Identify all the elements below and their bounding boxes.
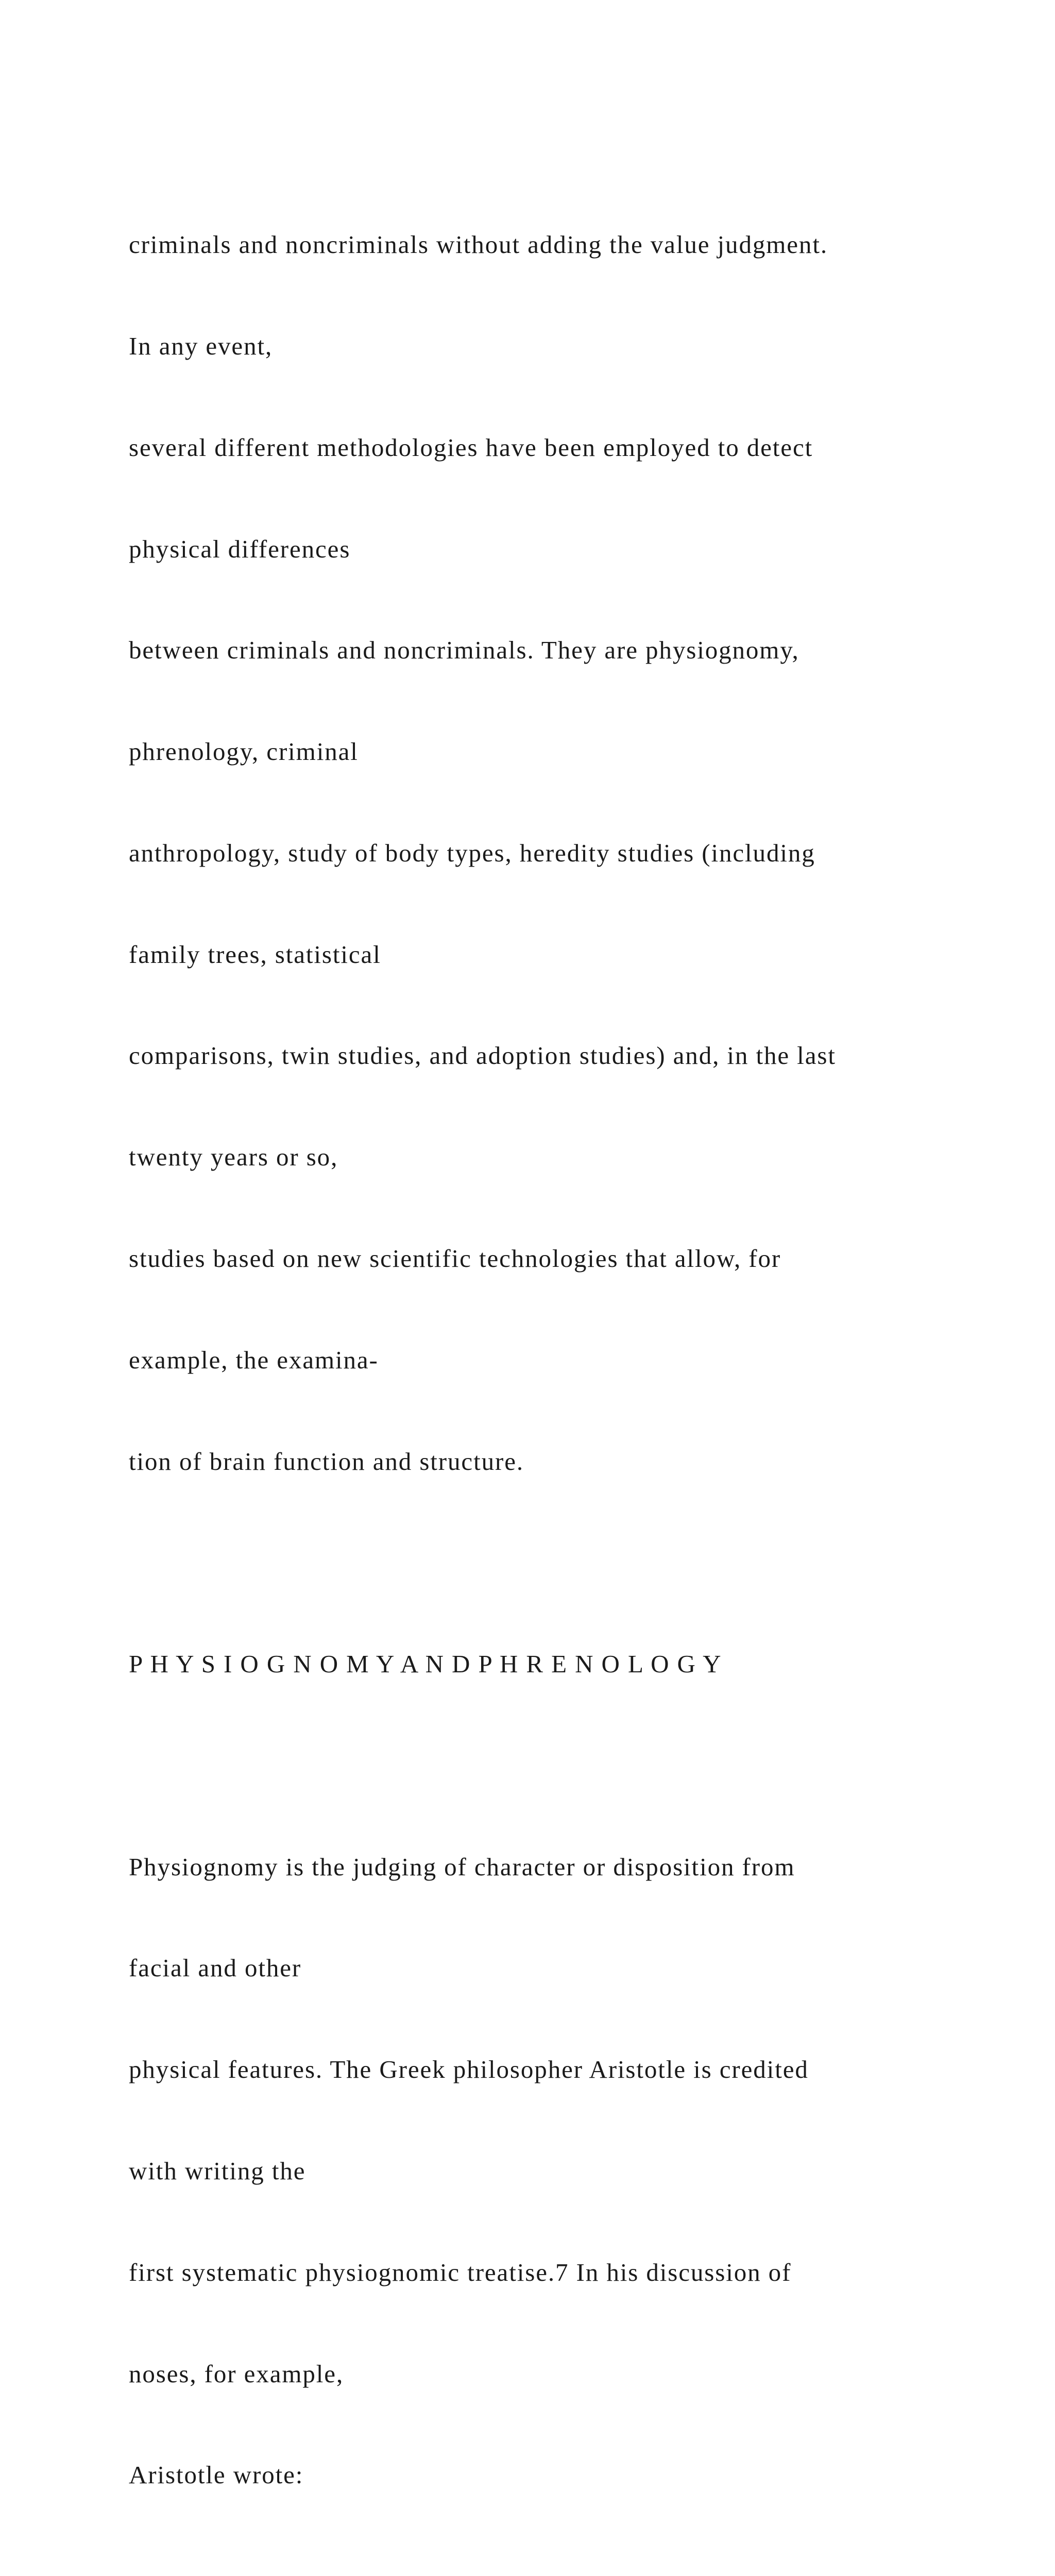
text-line: first systematic physiognomic treatise.7 In his discussion of: [129, 2258, 792, 2286]
text-line: example, the examina-: [129, 1345, 379, 1374]
text-line: with writing the: [129, 2157, 306, 2185]
text-line: anthropology, study of body types, heredity studies (including: [129, 838, 815, 867]
text-line: Aristotle wrote:: [129, 2461, 304, 2489]
text-line: several different methodologies have been employed to detect: [129, 433, 813, 462]
document-body: [129, 160, 1005, 2576]
paragraph-gap: [129, 2560, 1005, 2576]
paragraph-gap: [129, 1749, 1005, 1783]
text-line: twenty years or so,: [129, 1143, 338, 1172]
text-line: family trees, statistical: [129, 940, 381, 969]
text-line: physical features. The Greek philosopher Aristotle is credited: [129, 2055, 809, 2084]
text-line: In any event,: [129, 331, 273, 360]
text-line: facial and other: [129, 1954, 302, 1982]
text-line: between criminals and noncriminals. They are physiognomy,: [129, 636, 799, 665]
text-line: Physiognomy is the judging of character or disposition from: [129, 1852, 795, 1881]
section-heading: P H Y S I O G N O M Y A N D P H R E N O L O G Y: [129, 1650, 722, 1679]
text-line: physical differences: [129, 534, 351, 563]
text-line: phrenology, criminal: [129, 737, 359, 766]
text-line: tion of brain function and structure.: [129, 1447, 524, 1476]
text-line: criminals and noncriminals without adding the value judgment.: [129, 230, 828, 259]
paragraph-gap: [129, 1546, 1005, 1580]
text-line: studies based on new scientific technologies that allow, for: [129, 1244, 781, 1273]
text-line: comparisons, twin studies, and adoption studies) and, in the last: [129, 1041, 836, 1070]
text-line: noses, for example,: [129, 2359, 344, 2388]
